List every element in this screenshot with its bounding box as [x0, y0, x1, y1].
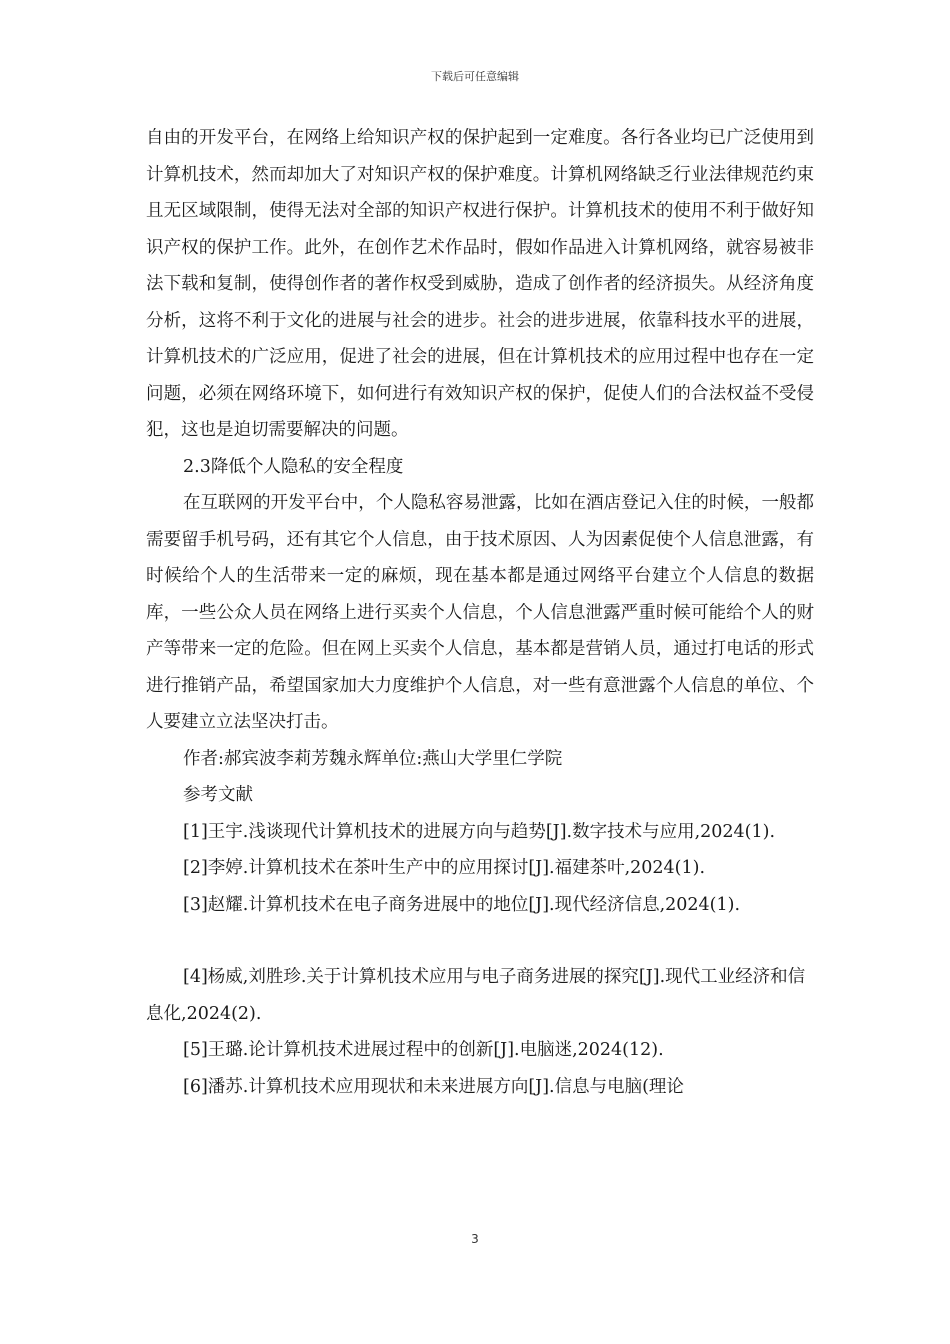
section-heading: 2.3降低个人隐私的安全程度	[183, 456, 404, 477]
page-header: 下载后可任意编辑	[431, 70, 519, 83]
reference-item-4: [4]杨威,刘胜珍.关于计算机技术应用与电子商务进展的探究[J].现代工业经济和信息化,2024(2).	[146, 967, 806, 1024]
page-number: 3	[471, 1232, 479, 1246]
spacer	[146, 923, 814, 959]
reference-item-1: [1]王宇.浅谈现代计算机技术的进展方向与趋势[J].数字技术与应用,2024(1).	[183, 821, 776, 842]
reference-item-6: [6]潘苏.计算机技术应用现状和未来进展方向[J].信息与电脑(理论	[183, 1076, 684, 1097]
reference-item-5: [5]王璐.论计算机技术进展过程中的创新[J].电脑迷,2024(12).	[183, 1040, 664, 1060]
page-body	[146, 120, 814, 1105]
paragraph-ip-protection: 自由的开发平台，在网络上给知识产权的保护起到一定难度。各行各业均已广泛使用到计算机技术，然而却加大了对知识产权的保护难度。计算机网络缺乏行业法律规范约束且无区域限制，使得无法对全部的知识产权进行保护。计算机技术的使用不利于做好知识产权的保护工作。此外，在创作艺术作品时，假如作品进入计算机网络，就容易被非法下载和复制，使得创作者的著作权受到威胁，造成了创作者的经济损失。从经济角度分析，这将不利于文化的进展与社会的进步。社会的进步进展，依靠科技水平的进展，计算机技术的广泛应用，促进了社会的进展，但在计算机技术的应用过程中也存在一定问题，必须在网络环境下，如何进行有效知识产权的保护，促使人们的合法权益不受侵犯，这也是迫切需要解决的问题。	[146, 128, 814, 440]
reference-item-3: [3]赵耀.计算机技术在电子商务进展中的地位[J].现代经济信息,2024(1).	[183, 894, 741, 915]
paragraph-privacy: 在互联网的开发平台中，个人隐私容易泄露，比如在酒店登记入住的时候，一般都需要留手机号码，还有其它个人信息，由于技术原因、人为因素促使个人信息泄露，有时候给个人的生活带来一定的麻烦，现在基本都是通过网络平台建立个人信息的数据库，一些公众人员在网络上进行买卖个人信息，个人信息泄露严重时候可能给个人的财产等带来一定的危险。但在网上买卖个人信息，基本都是营销人员，通过打电话的形式进行推销产品，希望国家加大力度维护个人信息，对一些有意泄露个人信息的单位、个人要建立立法坚决打击。	[146, 493, 814, 732]
references-title: 参考文献	[183, 785, 253, 805]
reference-item-2: [2]李婷.计算机技术在茶叶生产中的应用探讨[J].福建茶叶,2024(1).	[183, 858, 706, 878]
author-line: 作者:郝宾波李莉芳魏永辉单位:燕山大学里仁学院	[183, 748, 563, 769]
